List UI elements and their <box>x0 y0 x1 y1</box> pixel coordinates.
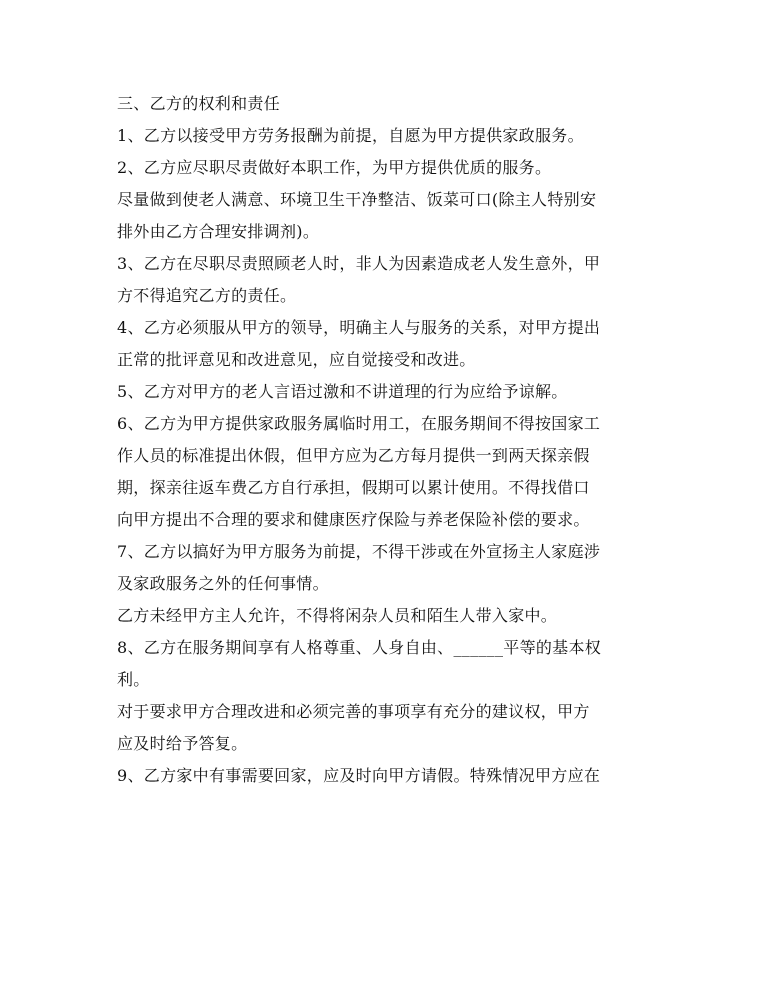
paragraph-line: 8、乙方在服务期间享有人格尊重、人身自由、______平等的基本权 <box>117 638 602 657</box>
paragraph-line: 利。 <box>117 670 150 689</box>
paragraph-line: 方不得追究乙方的责任。 <box>117 286 297 305</box>
paragraph-line: 5、乙方对甲方的老人言语过激和不讲道理的行为应给予谅解。 <box>117 382 568 401</box>
paragraph-line: 及家政服务之外的任何事情。 <box>117 574 329 593</box>
paragraph-line: 3、乙方在尽职尽责照顾老人时，非人为因素造成老人发生意外，甲 <box>117 254 601 273</box>
paragraph-line: 1、乙方以接受甲方劳务报酬为前提，自愿为甲方提供家政服务。 <box>117 126 584 145</box>
paragraph-line: 9、乙方家中有事需要回家，应及时向甲方请假。特殊情况甲方应在 <box>117 766 601 785</box>
paragraph-line: 正常的批评意见和改进意见，应自觉接受和改进。 <box>117 350 476 369</box>
paragraph-line: 作人员的标准提出休假，但甲方应为乙方每月提供一到两天探亲假 <box>117 446 590 465</box>
paragraph-line: 期，探亲往返车费乙方自行承担，假期可以累计使用。不得找借口 <box>117 478 590 497</box>
paragraph-line: 对于要求甲方合理改进和必须完善的事项享有充分的建议权，甲方 <box>117 702 590 721</box>
section-heading: 三、乙方的权利和责任 <box>117 94 281 113</box>
paragraph-line: 6、乙方为甲方提供家政服务属临时用工，在服务期间不得按国家工 <box>117 414 601 433</box>
paragraph-line: 2、乙方应尽职尽责做好本职工作，为甲方提供优质的服务。 <box>117 158 552 177</box>
paragraph-line: 7、乙方以搞好为甲方服务为前提，不得干涉或在外宣扬主人家庭涉 <box>117 542 601 561</box>
paragraph-line: 尽量做到使老人满意、环境卫生干净整洁、饭菜可口(除主人特别安 <box>117 190 597 209</box>
paragraph-line: 乙方未经甲方主人允许，不得将闲杂人员和陌生人带入家中。 <box>117 606 558 625</box>
document-body <box>117 88 657 792</box>
paragraph-line: 应及时给予答复。 <box>117 734 248 753</box>
paragraph-line: 向甲方提出不合理的要求和健康医疗保险与养老保险补偿的要求。 <box>117 510 590 529</box>
paragraph-line: 4、乙方必须服从甲方的领导，明确主人与服务的关系，对甲方提出 <box>117 318 601 337</box>
paragraph-line: 排外由乙方合理安排调剂)。 <box>117 222 320 241</box>
